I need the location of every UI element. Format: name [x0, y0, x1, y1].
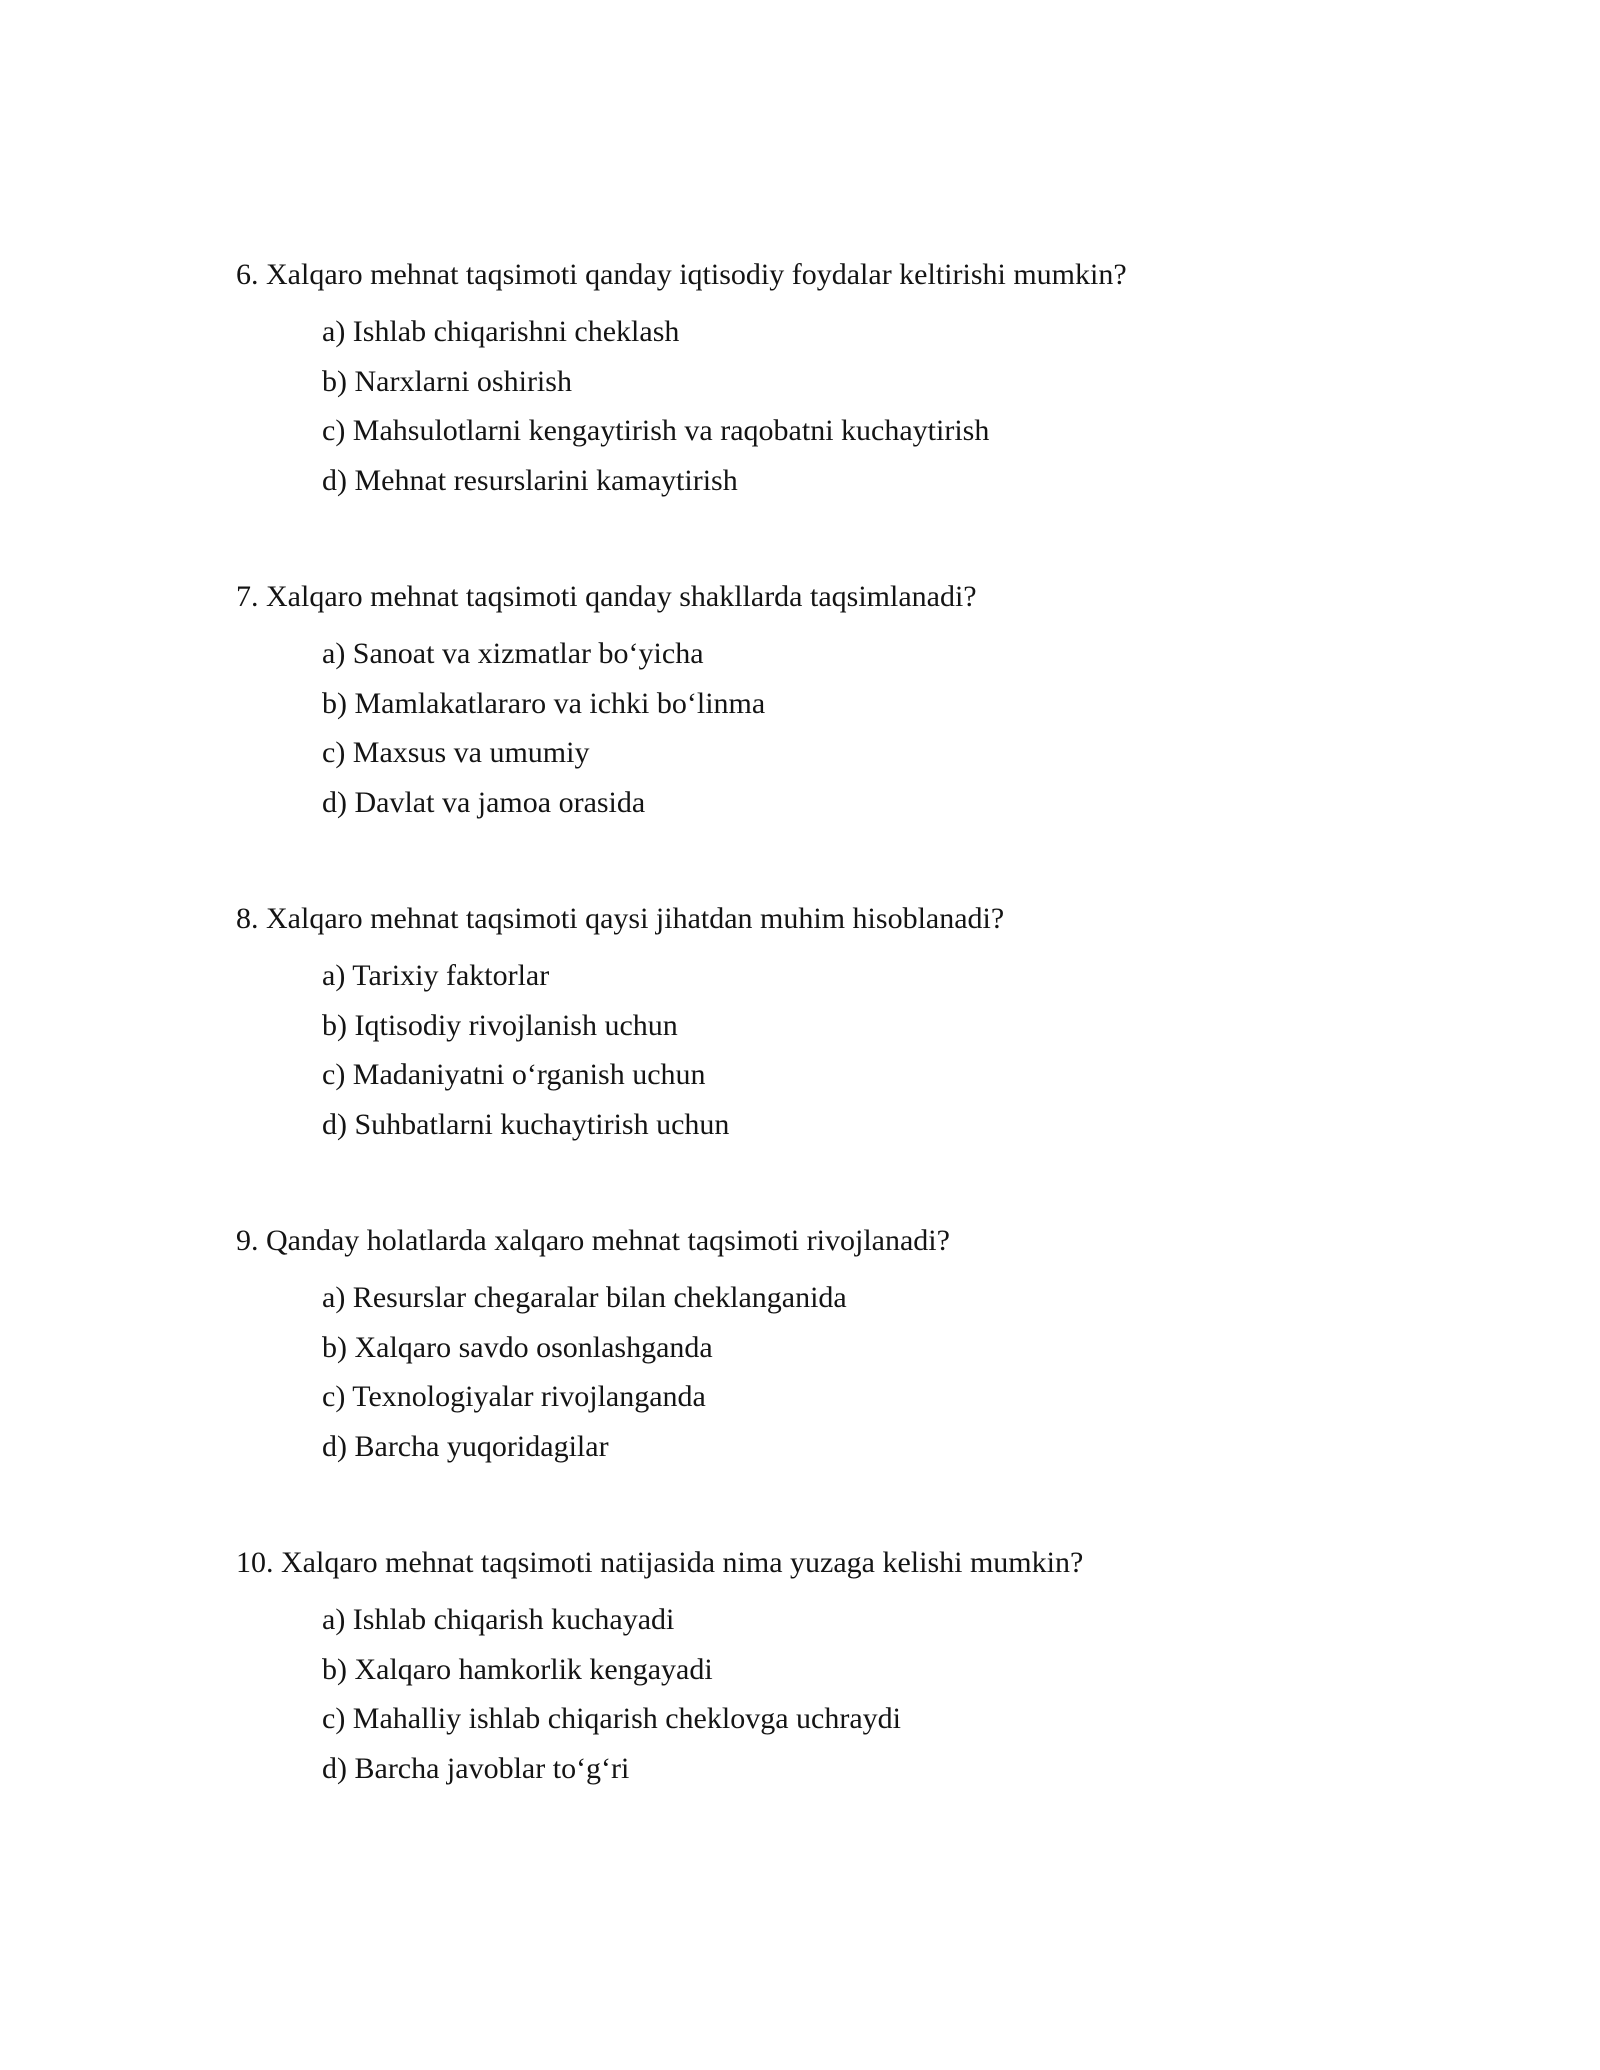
- question-9-option-a: a) Resurslar chegaralar bilan cheklanganida: [322, 1281, 847, 1314]
- question-7: [236, 579, 1436, 821]
- question-9: [236, 1223, 1436, 1465]
- question-8-text: 8. Xalqaro mehnat taqsimoti qaysi jihatdan muhim hisoblanadi?: [236, 902, 1005, 935]
- question-10-option-a: a) Ishlab chiqarish kuchayadi: [322, 1603, 675, 1636]
- question-8-option-b: b) Iqtisodiy rivojlanish uchun: [322, 1008, 678, 1042]
- question-6-option-b: b) Narxlarni oshirish: [322, 364, 572, 398]
- question-8-option-a: a) Tarixiy faktorlar: [322, 959, 550, 992]
- question-8: [236, 901, 1436, 1143]
- question-7-option-d: d) Davlat va jamoa orasida: [322, 785, 646, 819]
- question-6-option-c: c) Mahsulotlarni kengaytirish va raqobatni kuchaytirish: [322, 414, 990, 447]
- question-9-options: [236, 1280, 1436, 1465]
- question-6-option-d: d) Mehnat resurslarini kamaytirish: [322, 463, 738, 497]
- question-7-text: 7. Xalqaro mehnat taqsimoti qanday shakllarda taqsimlanadi?: [236, 580, 977, 613]
- question-10-option-c: c) Mahalliy ishlab chiqarish cheklovga uchraydi: [322, 1702, 901, 1735]
- question-6-text: 6. Xalqaro mehnat taqsimoti qanday iqtisodiy foydalar keltirishi mumkin?: [236, 258, 1127, 291]
- question-10-options: [236, 1602, 1436, 1787]
- question-10-option-b: b) Xalqaro hamkorlik kengayadi: [322, 1652, 713, 1686]
- question-9-option-d: d) Barcha yuqoridagilar: [322, 1429, 609, 1463]
- question-9-option-b: b) Xalqaro savdo osonlashganda: [322, 1330, 713, 1364]
- question-8-options: [236, 958, 1436, 1143]
- question-7-option-a: a) Sanoat va xizmatlar bo‘yicha: [322, 637, 704, 670]
- question-8-option-c: c) Madaniyatni o‘rganish uchun: [322, 1058, 706, 1091]
- question-10-option-d: d) Barcha javoblar to‘g‘ri: [322, 1751, 630, 1785]
- question-9-text: 9. Qanday holatlarda xalqaro mehnat taqsimoti rivojlanadi?: [236, 1224, 950, 1257]
- question-8-option-d: d) Suhbatlarni kuchaytirish uchun: [322, 1107, 730, 1141]
- question-10-text: 10. Xalqaro mehnat taqsimoti natijasida nima yuzaga kelishi mumkin?: [236, 1546, 1084, 1579]
- question-10: [236, 1545, 1436, 1787]
- question-6-option-a: a) Ishlab chiqarishni cheklash: [322, 315, 680, 348]
- question-7-option-c: c) Maxsus va umumiy: [322, 736, 590, 769]
- question-6-options: [236, 314, 1436, 499]
- question-6: [236, 257, 1436, 499]
- question-7-options: [236, 636, 1436, 821]
- question-9-option-c: c) Texnologiyalar rivojlanganda: [322, 1380, 706, 1413]
- question-7-option-b: b) Mamlakatlararo va ichki bo‘linma: [322, 686, 766, 720]
